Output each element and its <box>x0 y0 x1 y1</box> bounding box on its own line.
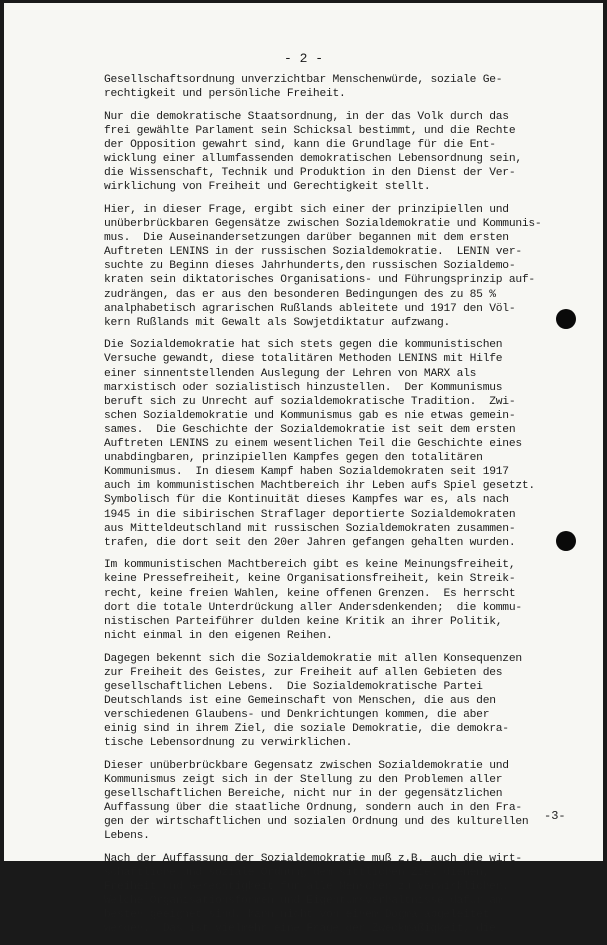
text-line: Kommunismus zeigt sich in der Stellung zu den Problemen aller <box>104 773 503 786</box>
paragraph <box>104 338 582 549</box>
punch-hole <box>556 531 576 551</box>
page-number: - 2 - <box>283 51 323 66</box>
text-line: werden. Das ist vielmehr eine Frage der Zweckmäßigkeit, die <box>104 923 496 936</box>
text-line: marxistisch oder sozialistisch hinzustellen. Der Kommunismus <box>104 381 503 394</box>
text-line: auch im kommunistischen Machtbereich ihr Leben aufs Spiel gesetzt. <box>104 480 535 493</box>
paragraph <box>104 759 582 844</box>
paragraph <box>104 203 582 330</box>
text-line: Hier, in dieser Frage, ergibt sich einer der prinzipiellen und <box>104 203 509 216</box>
document-page <box>4 3 603 936</box>
text-line: Welche Organisationsformen und Eigentumsverhältnisse dafür am <box>104 895 503 908</box>
text-line: der Opposition gewahrt sind, kann die Grundlage für die Ent- <box>104 138 496 151</box>
text-line: zudrängen, das er aus den besonderen Bedingungen des zu 85 % <box>104 288 496 301</box>
text-line: gen der wirtschaftlichen und sozialen Ordnung und des kulturellen <box>104 816 529 829</box>
text-line: Im kommunistischen Machtbereich gibt es keine Meinungsfreiheit, <box>104 559 516 572</box>
text-line: rechtigkeit und persönliche Freiheit. <box>104 88 346 101</box>
paragraph <box>104 652 582 751</box>
punch-hole <box>556 309 576 329</box>
text-line: kraten sein diktatorisches Organisations- und Führungsprinzip auf- <box>104 274 535 287</box>
text-line: Freiheit und Gerechtigkeit für alle Menschen zu verwirklichen. <box>104 881 509 894</box>
text-line: beruft sich zu Unrecht auf sozialdemokratische Tradition. Zwi- <box>104 395 516 408</box>
text-line: besten geeignet sind, kann nicht von einem Dogma abgeleitet <box>104 909 490 922</box>
text-line: zur Freiheit des Geistes, zur Freiheit auf allen Gebieten des <box>104 666 503 679</box>
text-line: Symbolisch für die Kontinuität dieses Kampfes war es, als nach <box>104 494 509 507</box>
paragraph <box>104 73 582 101</box>
text-line: aus Mitteldeutschland mit russischen Sozialdemokraten zusammen- <box>104 522 516 535</box>
text-line: Dieser unüberbrückbare Gegensatz zwischen Sozialdemokratie und <box>104 759 509 772</box>
text-line: wicklung einer allumfassenden demokratischen Lebensordnung sein, <box>104 153 522 166</box>
text-line: 1945 in die sibirischen Straflager deportierte Sozialdemokraten <box>104 508 516 521</box>
text-line: Auffassung über die staatliche Ordnung, sondern auch in den Fra- <box>104 802 522 815</box>
text-line: suchte zu Beginn dieses Jahrhunderts,den russischen Sozialdemo- <box>104 260 516 273</box>
text-line: recht, keine freien Wahlen, keine offenen Grenzen. Es herrscht <box>104 587 516 600</box>
text-line: Gesellschaftsordnung unverzichtbar Menschenwürde, soziale Ge- <box>104 74 503 86</box>
text-line: die Wissenschaft, Technik und Produktion in den Dienst der Ver- <box>104 167 516 180</box>
text-line: sames. Die Geschichte der Sozialdemokratie ist seit dem ersten <box>104 423 516 436</box>
text-line: keine Pressefreiheit, keine Organisationsfreiheit, kein Streik- <box>104 573 516 586</box>
text-line: nistischen Parteiführer dulden keine Kritik an ihrer Politik, <box>104 615 503 628</box>
text-line: analphabetisch agrarischen Rußlands ableitete und 1917 den Völ- <box>104 302 516 315</box>
text-line: gesellschaftlichen Lebens. Die Sozialdemokratische Partei <box>104 680 483 693</box>
text-line: Nur die demokratische Staatsordnung, in der das Volk durch das <box>104 110 509 123</box>
text-line: verschiedenen Glaubens- und Denkrichtungen kommen, die aber <box>104 708 490 721</box>
text-line: unabdingbaren, prinzipiellen Kampfes gegen den totalitären <box>104 452 483 465</box>
text-line: Nach der Auffassung der Sozialdemokratie muß z.B. auch die wirt- <box>104 852 522 865</box>
text-line: Lebens. <box>104 830 150 843</box>
text-line: mus. Die Auseinandersetzungen darüber begannen mit dem ersten <box>104 232 509 245</box>
paragraph <box>104 558 582 643</box>
text-line: gesellschaftlichen Bereiche, nicht nur in der gegensätzlichen <box>104 787 503 800</box>
text-line: dort die totale Unterdrückung aller Andersdenkenden; die kommu- <box>104 601 522 614</box>
text-line: Kommunismus. In diesem Kampf haben Sozialdemokraten seit 1917 <box>104 466 509 479</box>
next-page-marker: -3- <box>544 809 566 823</box>
paragraph <box>104 852 582 937</box>
text-line: Auftreten LENINS zu einem wesentlichen Teil die Geschichte eines <box>104 438 522 451</box>
text-line: nicht einmal in den eigenen Reihen. <box>104 629 333 642</box>
text-line: einig sind in ihrem Ziel, die soziale Demokratie, die demokra- <box>104 723 509 735</box>
text-line: wirklichung von Freiheit und Gerechtigkeit stellt. <box>104 181 431 194</box>
body-text <box>104 73 582 945</box>
text-line: unüberbrückbaren Gegensätze zwischen Sozialdemokratie und Kommunis- <box>104 218 542 231</box>
text-line: tische Lebensordnung zu verwirklichen. <box>104 737 353 750</box>
text-line: Auftreten LENINS in der russischen Sozialdemokratie. LENIN ver- <box>104 246 522 259</box>
text-line: einer sinnentstellenden Auslegung der Lehren von MARX als <box>104 367 477 380</box>
paragraph <box>104 110 582 195</box>
text-line: schen Sozialdemokratie und Kommunismus gab es nie etwas gemein- <box>104 409 516 422</box>
text-line: trafen, die dort seit den 20er Jahren gefangen gehalten wurden. <box>104 536 516 549</box>
text-line: frei gewählte Parlament sein Schicksal bestimmt, und die Rechte <box>104 124 516 137</box>
text-line: kern Rußlands mit Gewalt als Sowjetdiktatur aufzwang. <box>104 316 451 329</box>
text-line: Versuche gewandt, diese totalitären Methoden LENINS mit Hilfe <box>104 353 503 366</box>
text-line: Deutschlands ist eine Gemeinschaft von Menschen, die aus den <box>104 694 496 707</box>
text-line: Die Sozialdemokratie hat sich stets gegen die kommunistischen <box>104 339 503 352</box>
text-line: Dagegen bekennt sich die Sozialdemokratie mit allen Konsequenzen <box>104 652 522 665</box>
text-line: schaftliche und soziale Ordnung dem sittlichen Ziel dienen, <box>104 867 490 880</box>
